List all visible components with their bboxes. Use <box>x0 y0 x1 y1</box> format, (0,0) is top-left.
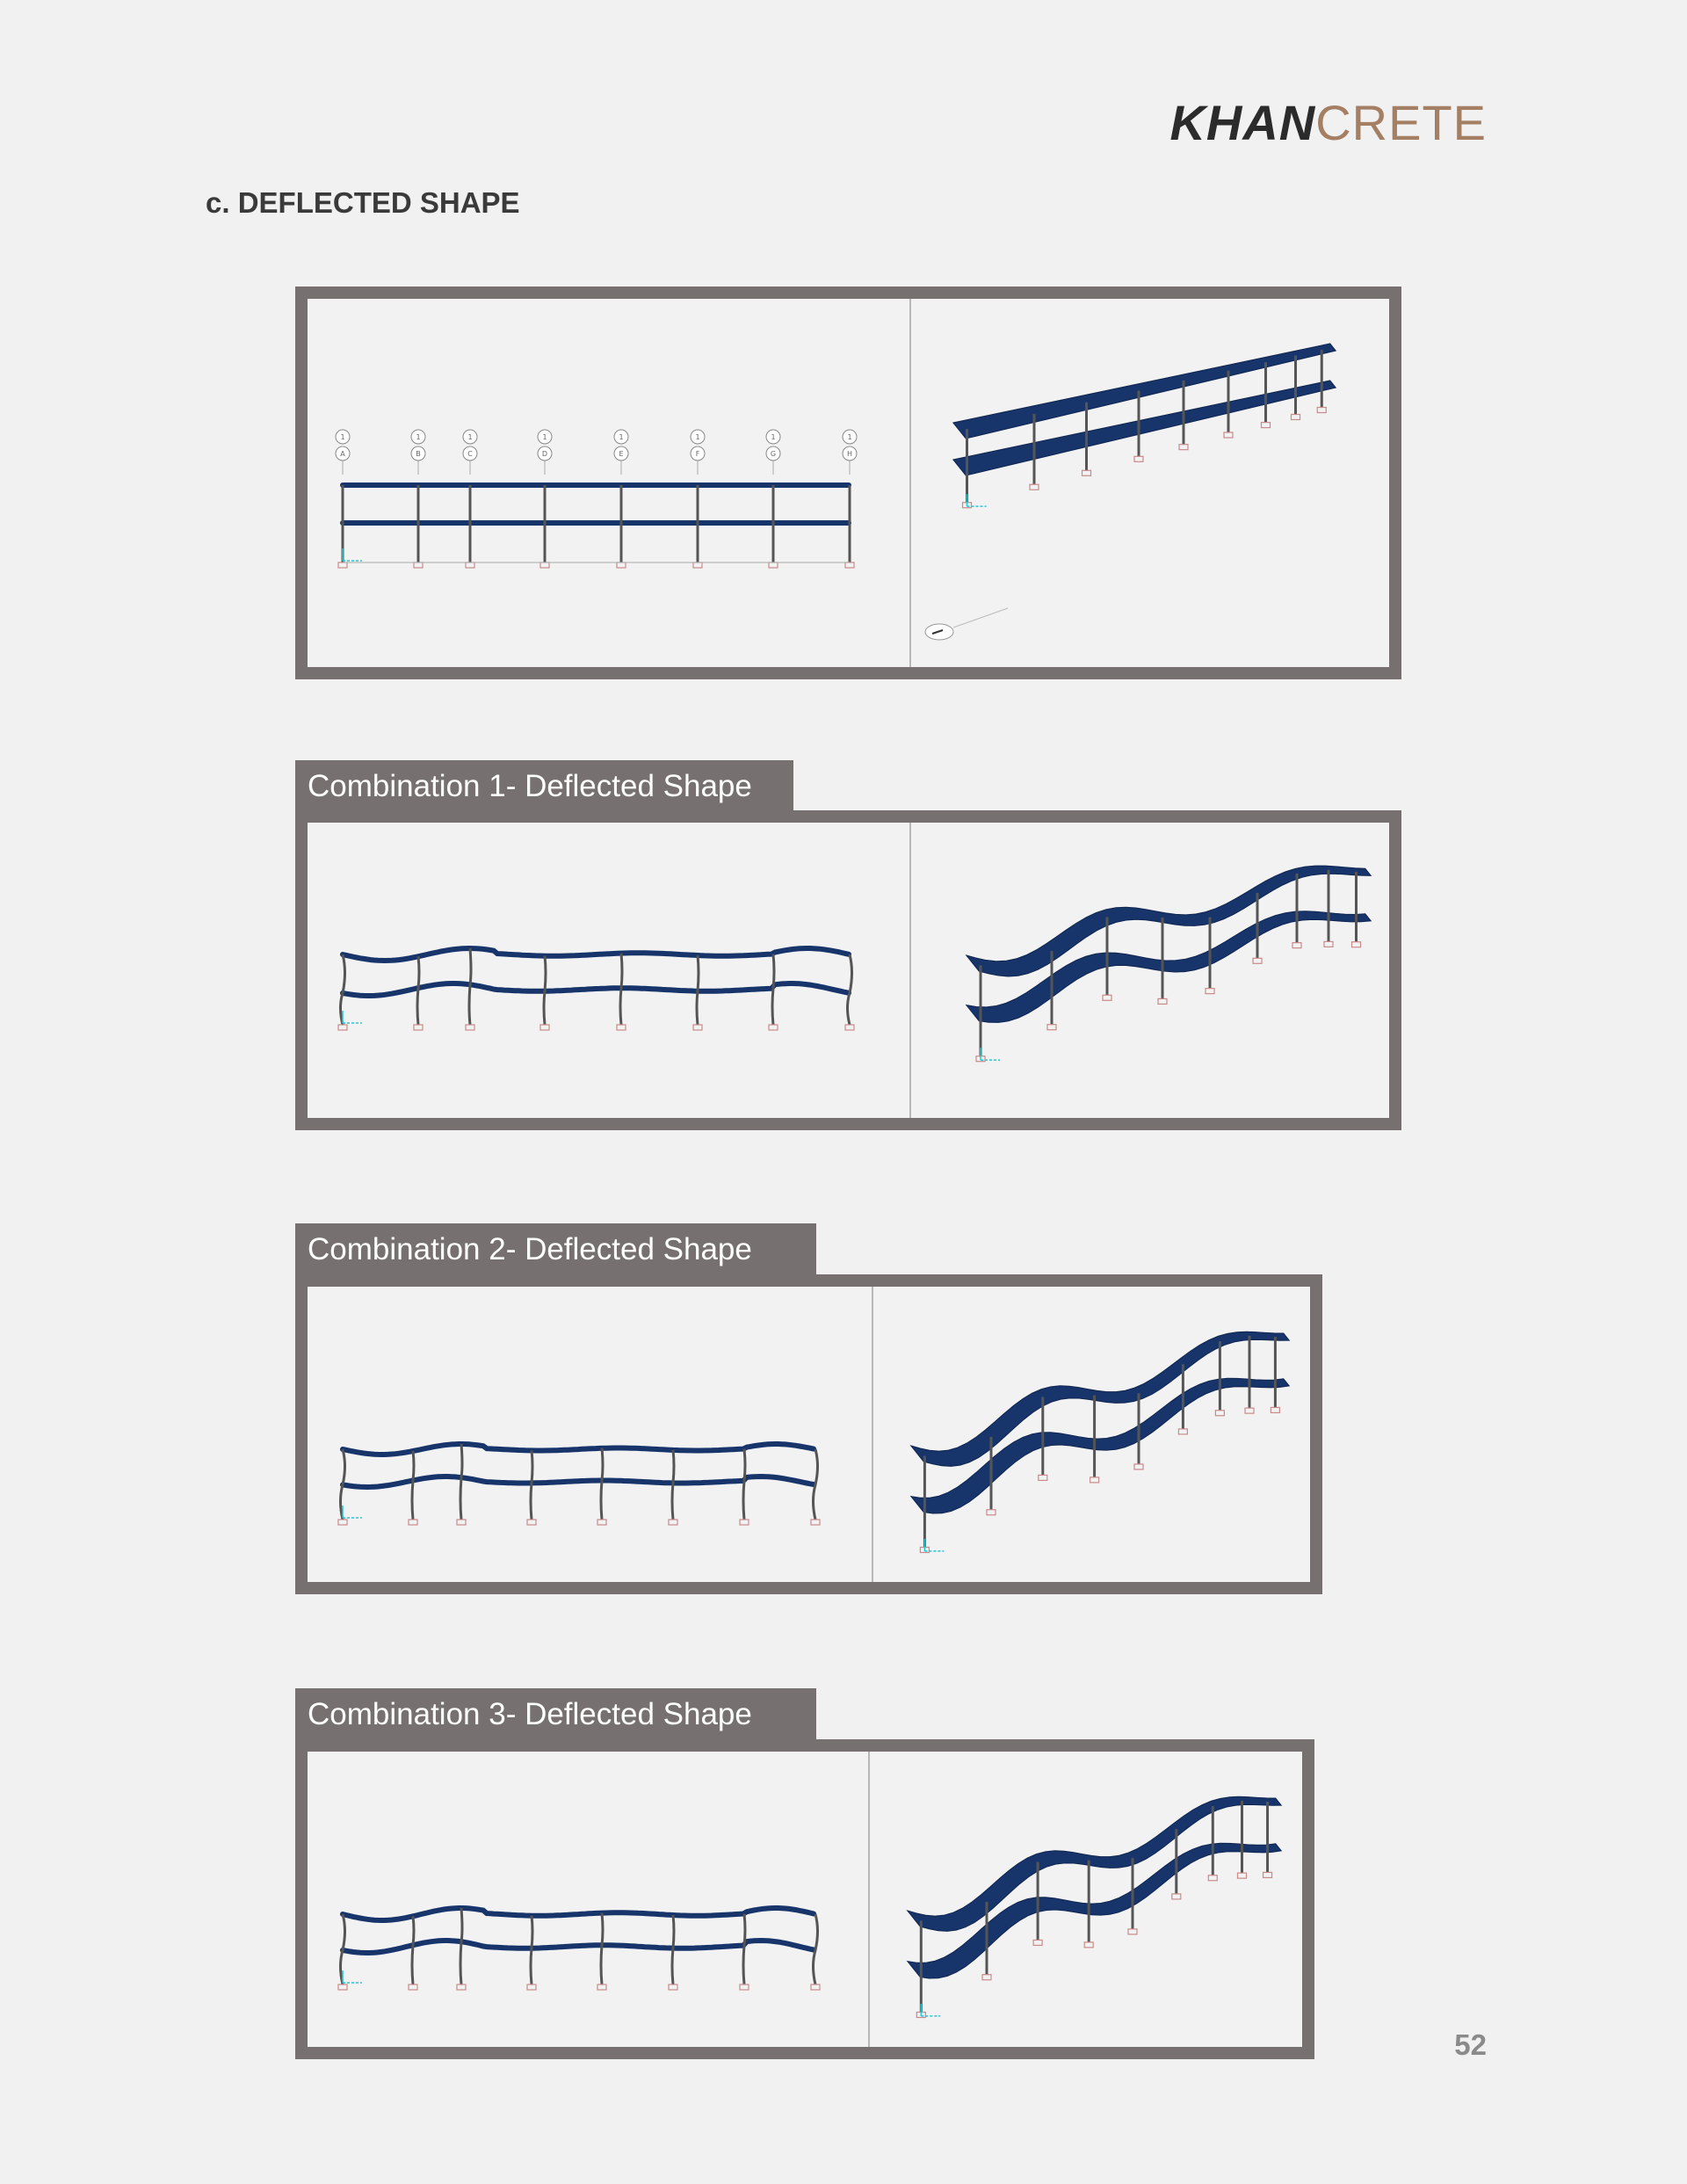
support-symbol <box>811 1984 820 1990</box>
column <box>620 954 622 1025</box>
support-symbol <box>617 1025 626 1030</box>
elevation-view <box>308 299 909 667</box>
support-symbol <box>669 1520 677 1525</box>
support-symbol <box>1238 1873 1247 1878</box>
grid-label-story: 1 <box>340 433 345 441</box>
support-symbol <box>409 1520 417 1525</box>
support-symbol <box>740 1520 749 1525</box>
grid-label-story: 1 <box>467 433 473 441</box>
column <box>469 948 471 1025</box>
combination-2-tab: Combination 2- Deflected Shape <box>295 1223 816 1276</box>
grid-label-story: 1 <box>695 433 700 441</box>
support-symbol <box>987 1510 996 1515</box>
grid-label-axis: G <box>770 450 777 458</box>
grid-label-story: 1 <box>771 433 776 441</box>
support-symbol <box>597 1520 606 1525</box>
support-symbol <box>1324 941 1333 947</box>
grid-label-story: 1 <box>619 433 624 441</box>
column <box>417 956 419 1025</box>
section-title: c. DEFLECTED SHAPE <box>206 186 520 219</box>
column <box>697 955 699 1025</box>
support-symbol <box>1103 995 1111 1000</box>
combination-3-tab: Combination 3- Deflected Shape <box>295 1688 816 1741</box>
support-symbol <box>527 1984 536 1990</box>
support-symbol <box>1263 1872 1272 1877</box>
model-panel-undeformed <box>295 287 1401 679</box>
support-symbol <box>1134 1464 1143 1469</box>
support-symbol <box>769 562 778 568</box>
support-symbol <box>1206 989 1214 994</box>
model-panel-combination-3 <box>295 1739 1314 2059</box>
support-symbol <box>1178 1429 1187 1434</box>
support-symbol <box>457 1984 466 1990</box>
support-symbol <box>1033 1940 1042 1945</box>
support-symbol <box>338 562 347 568</box>
support-symbol <box>527 1520 536 1525</box>
support-symbol <box>769 1025 778 1030</box>
support-symbol <box>1224 432 1233 438</box>
isometric-deflected-view <box>911 823 1389 1118</box>
support-symbol <box>1271 1407 1279 1412</box>
support-symbol <box>1039 1475 1047 1480</box>
support-symbol <box>1215 1411 1224 1416</box>
combination-1-tab: Combination 1- Deflected Shape <box>295 760 793 813</box>
grid-label-axis: C <box>467 450 473 458</box>
support-symbol <box>338 1984 347 1990</box>
support-symbol <box>540 562 549 568</box>
support-symbol <box>409 1984 417 1990</box>
grid-label-axis: A <box>340 450 345 458</box>
support-symbol <box>1082 470 1091 475</box>
grid-label-story: 1 <box>416 433 421 441</box>
column <box>848 954 852 1025</box>
column <box>531 1916 532 1984</box>
logo-khan: KHAN <box>1169 95 1316 150</box>
support-symbol <box>1158 998 1167 1004</box>
grid-label-axis: D <box>541 450 548 458</box>
slab-floor <box>967 866 1371 976</box>
grid-label-axis: F <box>695 450 700 458</box>
grid-label-axis: E <box>619 450 624 458</box>
support-symbol <box>338 1520 347 1525</box>
column <box>743 1449 745 1520</box>
grid-label-story: 1 <box>847 433 852 441</box>
column <box>772 954 774 1025</box>
elevation-deflected-view <box>308 1752 868 2047</box>
support-symbol <box>597 1984 606 1990</box>
isometric-view <box>911 299 1389 667</box>
logo-crete: CRETE <box>1315 95 1487 150</box>
support-symbol <box>669 1984 677 1990</box>
support-symbol <box>1179 445 1188 450</box>
support-symbol <box>414 562 423 568</box>
support-symbol <box>1047 1025 1056 1030</box>
column <box>743 1913 745 1984</box>
column <box>460 1908 462 1984</box>
support-symbol <box>1134 456 1143 461</box>
support-symbol <box>540 1025 549 1030</box>
support-symbol <box>1030 484 1039 490</box>
support-symbol <box>457 1520 466 1525</box>
support-symbol <box>617 562 626 568</box>
support-symbol <box>1292 943 1301 948</box>
support-symbol <box>1172 1894 1181 1899</box>
support-symbol <box>1208 1876 1217 1881</box>
isometric-deflected-view <box>873 1287 1310 1582</box>
elevation-deflected-view <box>308 1287 872 1582</box>
support-symbol <box>466 1025 474 1030</box>
support-symbol <box>414 1025 423 1030</box>
column <box>672 1915 674 1984</box>
company-logo <box>1169 95 1487 150</box>
support-symbol <box>1292 414 1300 419</box>
support-symbol <box>1084 1942 1093 1948</box>
model-panel-combination-1 <box>295 810 1401 1130</box>
support-symbol <box>845 562 854 568</box>
column <box>672 1450 674 1520</box>
column <box>601 1913 603 1984</box>
support-symbol <box>982 1975 991 1980</box>
column <box>412 1916 414 1984</box>
support-symbol <box>693 562 702 568</box>
column <box>544 956 546 1025</box>
support-symbol <box>1090 1477 1099 1483</box>
elevation-deflected-view <box>308 823 909 1118</box>
grid-label-axis: B <box>416 450 421 458</box>
model-panel-combination-2 <box>295 1274 1322 1594</box>
column <box>531 1450 532 1520</box>
support-symbol <box>740 1984 749 1990</box>
column <box>412 1451 414 1520</box>
support-symbol <box>1245 1408 1254 1413</box>
support-symbol <box>693 1025 702 1030</box>
isometric-deflected-view <box>870 1752 1302 2047</box>
support-symbol <box>811 1520 820 1525</box>
ground-line <box>953 608 1008 628</box>
support-symbol <box>466 562 474 568</box>
support-symbol <box>1253 958 1262 963</box>
support-symbol <box>1317 408 1326 413</box>
column <box>460 1444 462 1520</box>
support-symbol <box>1352 942 1361 947</box>
column <box>601 1448 603 1520</box>
support-symbol <box>845 1025 854 1030</box>
support-symbol <box>338 1025 347 1030</box>
support-symbol <box>1262 423 1271 428</box>
grid-label-axis: H <box>846 450 853 458</box>
support-symbol <box>1128 1929 1137 1934</box>
page-number: 52 <box>1454 2028 1487 2061</box>
grid-label-story: 1 <box>542 433 547 441</box>
